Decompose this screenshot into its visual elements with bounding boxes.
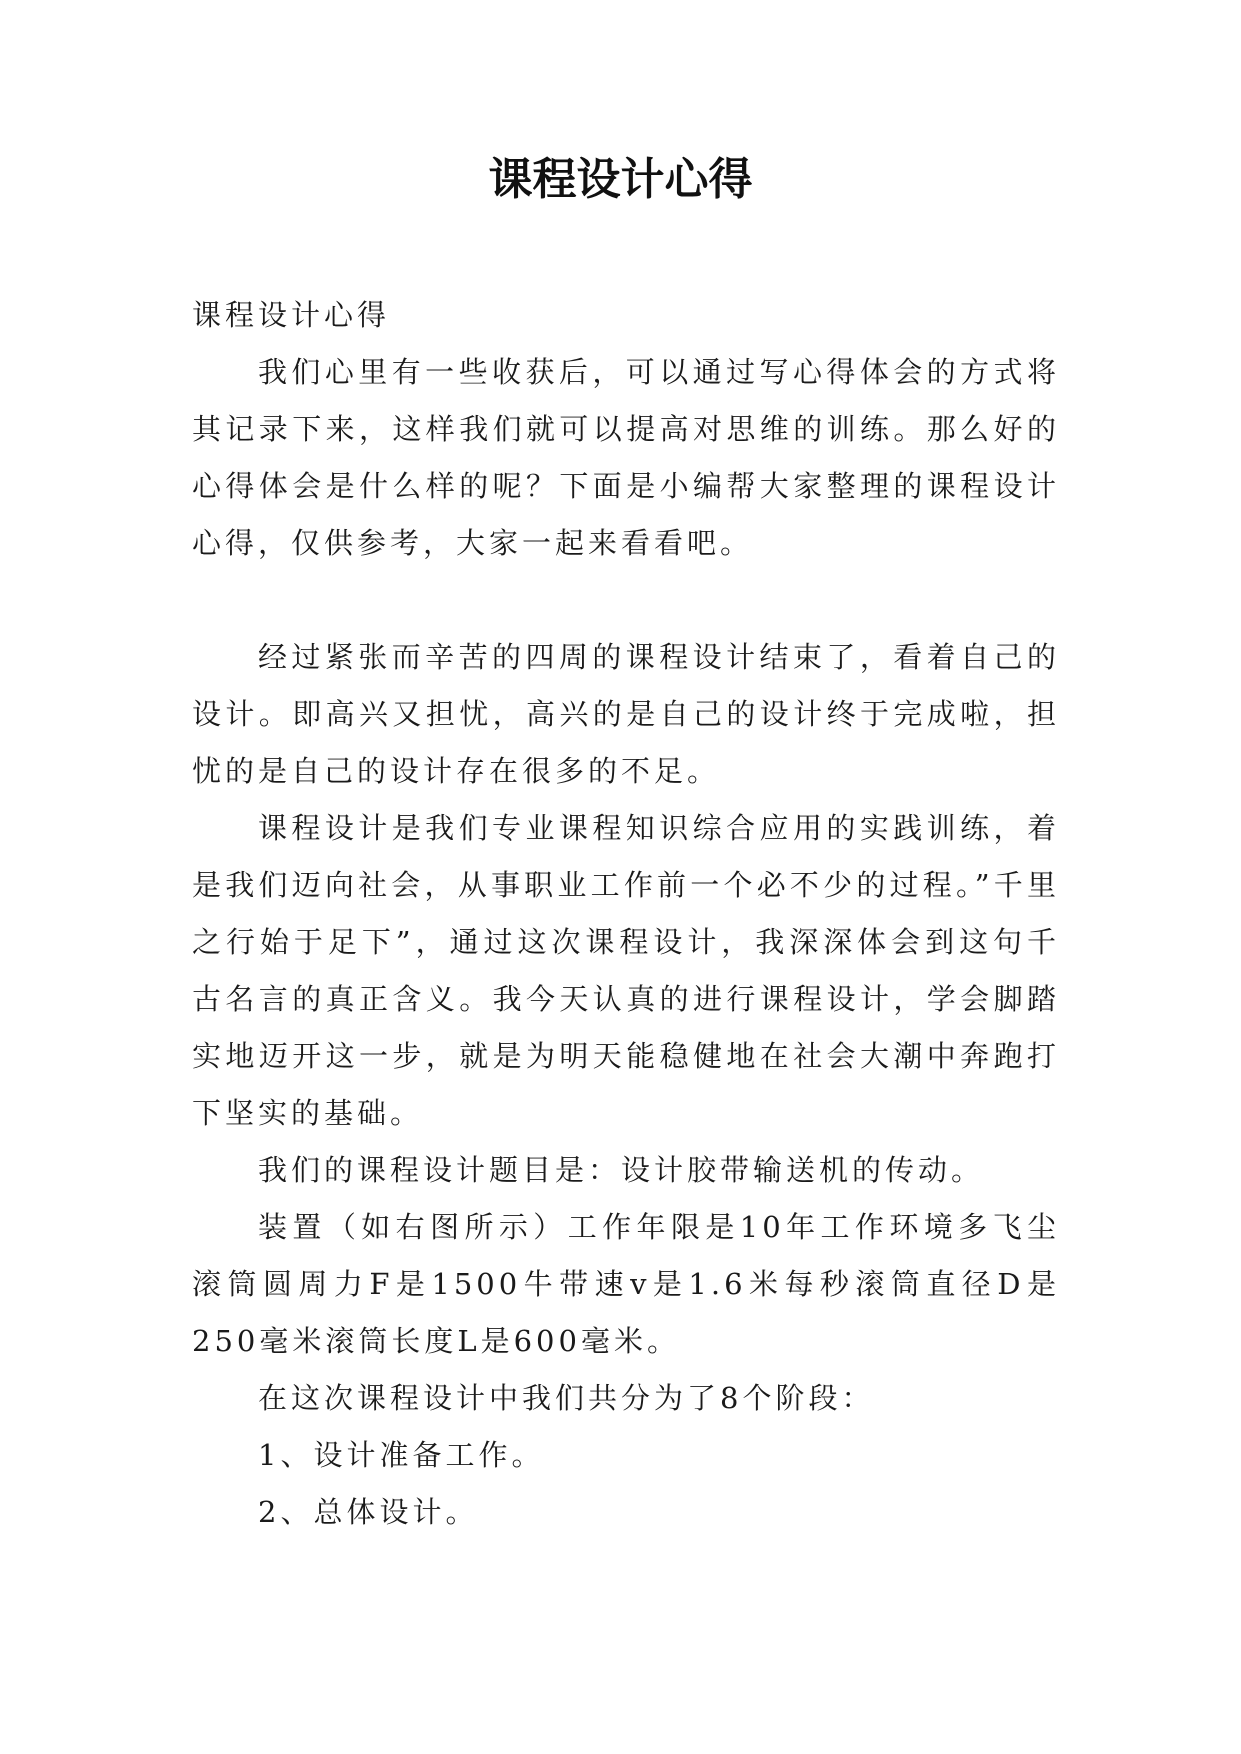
document-title: 课程设计心得 bbox=[488, 154, 753, 205]
body-paragraph-4: 装置（如右图所示）工作年限是10年工作环境多飞尘滚筒圆周力F是1500牛带速v是1.6米每秒滚筒直径D是250毫米滚筒长度L是600毫米。 bbox=[192, 1210, 1060, 1358]
list-item-1: 1、设计准备工作。 bbox=[258, 1438, 545, 1472]
body-paragraph-5: 在这次课程设计中我们共分为了8个阶段： bbox=[258, 1381, 875, 1415]
document-body bbox=[192, 287, 1060, 1541]
body-paragraph-3: 我们的课程设计题目是：设计胶带输送机的传动。 bbox=[258, 1153, 985, 1187]
document-subtitle: 课程设计心得 bbox=[192, 298, 391, 332]
intro-paragraph: 我们心里有一些收获后，可以通过写心得体会的方式将其记录下来，这样我们就可以提高对思维的训练。那么好的心得体会是什么样的呢？下面是小编帮大家整理的课程设计心得，仅供参考，大家一起来看看吧。 bbox=[192, 355, 1060, 560]
body-paragraph-2: 课程设计是我们专业课程知识综合应用的实践训练，着是我们迈向社会，从事职业工作前一个必不少的过程。”千里之行始于足下”，通过这次课程设计，我深深体会到这句千古名言的真正含义。我今天认真的进行课程设计，学会脚踏实地迈开这一步，就是为明天能稳健地在社会大潮中奔跑打下坚实的基础。 bbox=[192, 811, 1060, 1130]
blank-line bbox=[192, 572, 1060, 629]
list-item-2: 2、总体设计。 bbox=[258, 1495, 479, 1529]
body-paragraph-1: 经过紧张而辛苦的四周的课程设计结束了，看着自己的设计。即高兴又担忧，高兴的是自己的设计终于完成啦，担忧的是自己的设计存在很多的不足。 bbox=[192, 640, 1060, 788]
